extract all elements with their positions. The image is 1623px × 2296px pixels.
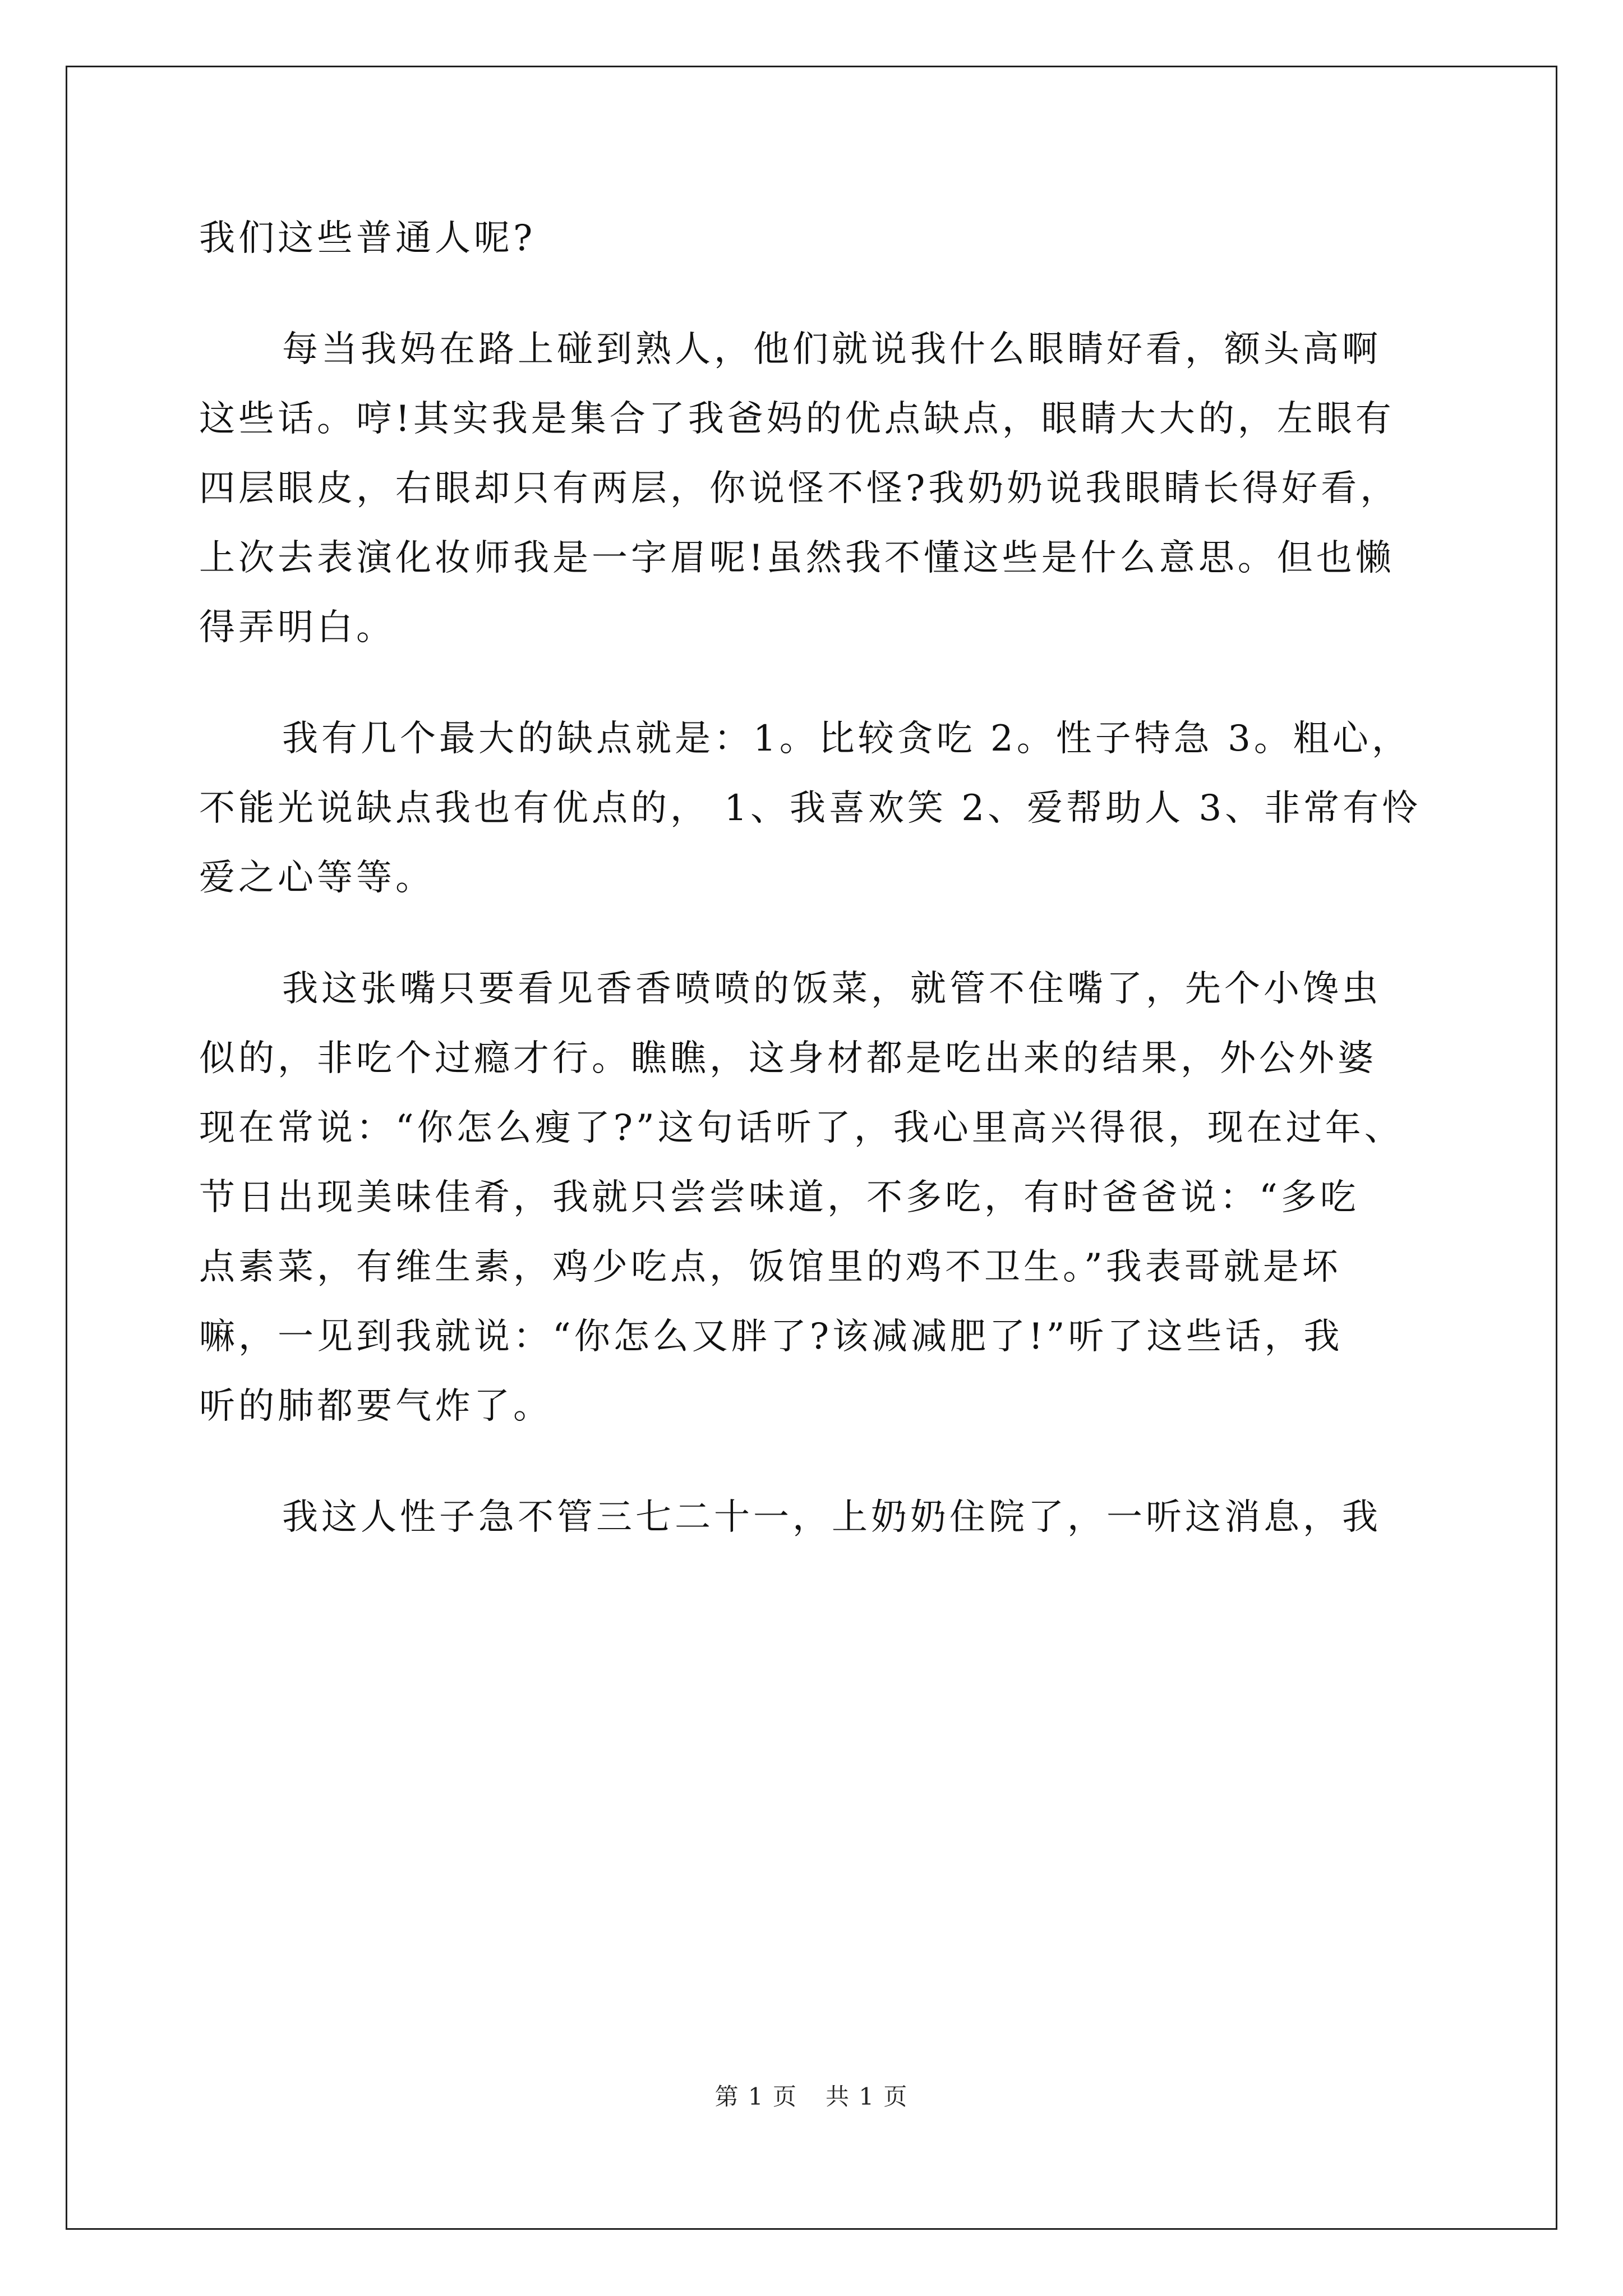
text-line: 不能光说缺点我也有优点的， 1、我喜欢笑 2、爱帮助人 3、非常有怜 (199, 788, 1422, 829)
text-line: 点素菜，有维生素，鸡少吃点，饭馆里的鸡不卫生。”我表哥就是坏 (199, 1246, 1341, 1288)
text-line: 这些话。哼!其实我是集合了我爸妈的优点缺点，眼睛大大的，左眼有 (199, 398, 1395, 440)
text-line: 我这张嘴只要看见香香喷喷的饭菜，就管不住嘴了，先个小馋虫 (282, 968, 1381, 1010)
page-footer (0, 2081, 1623, 2113)
text-line: 嘛，一见到我就说：“你怎么又胖了?该减减肥了!”听了这些话，我 (199, 1316, 1343, 1358)
text-line: 节日出现美味佳肴，我就只尝尝味道，不多吃，有时爸爸说：“多吃 (199, 1177, 1359, 1218)
text-line: 现在常说：“你怎么瘦了?”这句话听了，我心里高兴得很，现在过年、 (199, 1107, 1404, 1149)
text-line: 四层眼皮，右眼却只有两层，你说怪不怪?我奶奶说我眼睛长得好看， (199, 468, 1400, 509)
text-line: 我有几个最大的缺点就是：1。比较贪吃 2。性子特急 3。粗心， (282, 718, 1411, 760)
page-number-current: 第 1 页 (714, 2083, 797, 2110)
text-line: 爱之心等等。 (199, 857, 435, 899)
text-line: 我们这些普通人呢? (199, 218, 536, 259)
text-line: 上次去表演化妆师我是一字眉呢!虽然我不懂这些是什么意思。但也懒 (199, 537, 1395, 579)
text-line: 听的肺都要气炸了。 (199, 1386, 552, 1427)
text-line: 我这人性子急不管三七二十一，上奶奶住院了，一听这消息，我 (282, 1497, 1381, 1538)
text-line: 得弄明白。 (199, 607, 395, 648)
text-line: 似的，非吃个过瘾才行。瞧瞧，这身材都是吃出来的结果，外公外婆 (199, 1038, 1377, 1079)
text-line: 每当我妈在路上碰到熟人，他们就说我什么眼睛好看，额头高啊 (282, 329, 1381, 370)
page-number-total: 共 1 页 (826, 2083, 909, 2110)
